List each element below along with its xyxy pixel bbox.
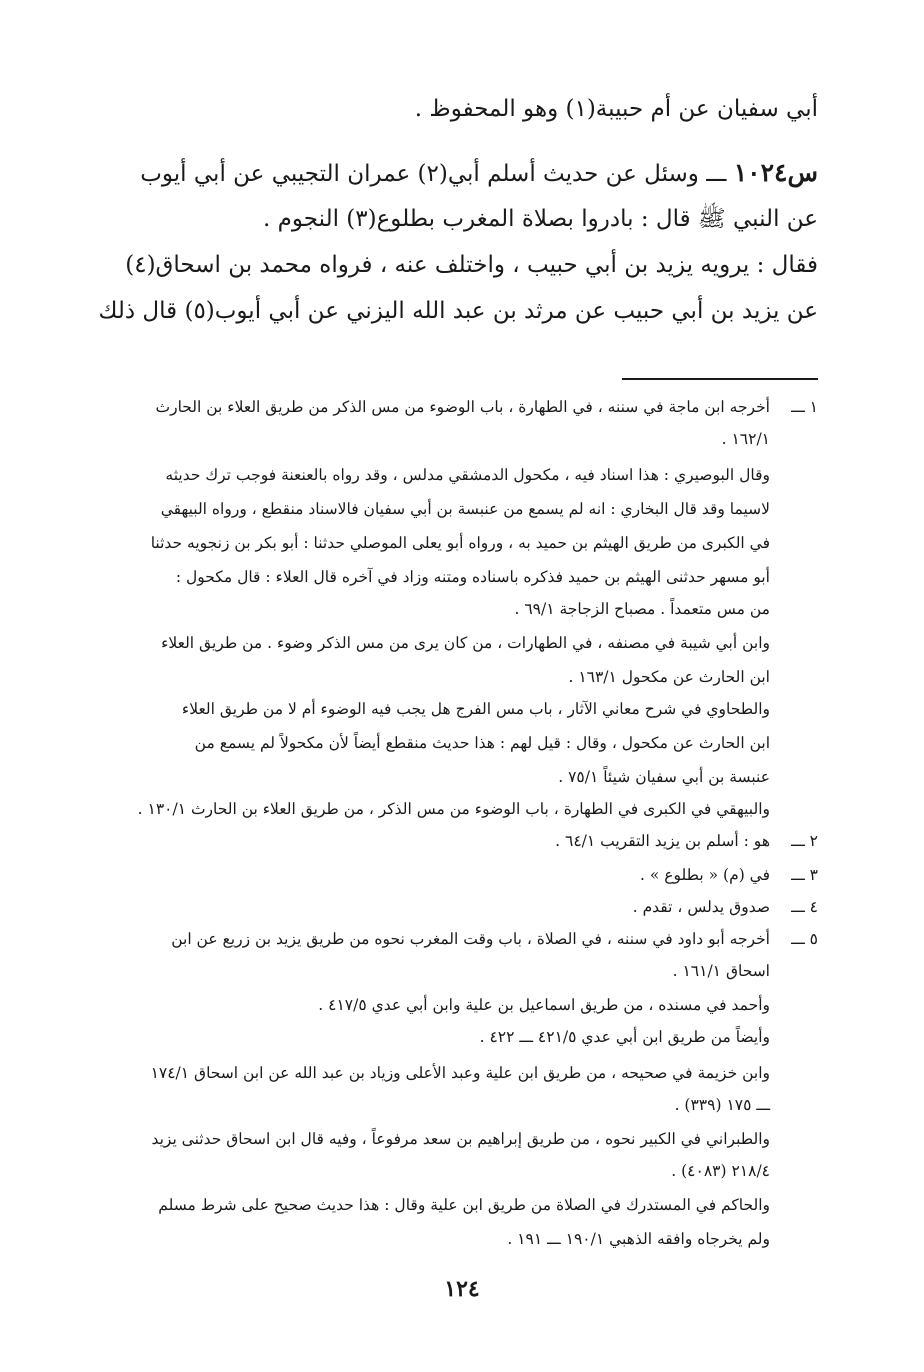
main-line-4: فقال : يرويه يزيد بن أبي حبيب ، واختلف عنه ، فرواه محمد بن اسحاق(٤) [125,252,818,278]
footnote-5-line-2: اسحاق ١٦١/١ . [672,962,770,980]
footnote-1-line-1: أخرجه ابن ماجة في سننه ، في الطهارة ، باب الوضوء من مس الذكر من طريق العلاء بن الحارث [155,398,770,416]
question-number: س١٠٢٤ [733,158,818,187]
footnote-1-line-8: وابن أبي شيبة في مصنفه ، في الطهارات ، من كان يرى من مس الذكر وضوء . من طريق العلاء [161,634,770,652]
footnote-5-line-4: وأيضاً من طريق ابن أبي عدي ٤٢١/٥ ـــ ٤٢٢ . [479,1028,770,1046]
main-line-5: عن يزيد بن أبي حبيب عن مرثد بن عبد الله اليزني عن أبي أيوب(٥) قال ذلك [98,298,818,324]
page-number: ١٢٤ [444,1276,480,1302]
footnote-5-line-3: وأحمد في مسنده ، من طريق اسماعيل بن علية وابن أبي عدي ٤١٧/٥ . [318,996,770,1014]
footnote-5-line-5: وابن خزيمة في صحيحه ، من طريق ابن علية وعبد الأعلى وزياد بن عبد الله عن ابن اسحاق ١٧٤/١ [150,1064,770,1082]
footnote-1-line-6: أبو مسهر حدثنى الهيثم بن حميد فذكره باسناده ومتنه وزاد في آخره قال العلاء : قال مكحول : [175,568,770,586]
footnote-1-line-4: لاسيما وقد قال البخاري : انه لم يسمع من عنبسة بن أبي سفيان فالاسناد منقطع ، ورواه البيهقي [160,500,770,518]
footnote-1-line-11: ابن الحارث عن مكحول ، وقال : قيل لهم : هذا حديث منقطع أيضاً لأن مكحولاً لم يسمع من [194,734,770,752]
footnote-5-line-8: ٢١٨/٤ (٤٠٨٣) . [671,1162,770,1180]
footnote-5-line-1: أخرجه أبو داود في سننه ، في الصلاة ، باب وقت المغرب نحوه من طريق يزيد بن زريع عن ابن [171,930,770,948]
footnote-5-line-9: والحاكم في المستدرك في الصلاة من طريق ابن علية وقال : هذا حديث صحيح على شرط مسلم [158,1196,770,1214]
footnote-1-line-7: من مس متعمداً . مصباح الزجاجة ٦٩/١ . [514,600,770,618]
main-line-3: عن النبي ﷺ قال : بادروا بصلاة المغرب بطلوع(٣) النجوم . [263,206,818,232]
footnote-1-line-2: ١٦٢/١ . [721,430,770,448]
footnote-4-line-1: صدوق يدلس ، تقدم . [632,898,770,916]
footnote-3-number: ٣ ـــ [791,866,818,884]
footnote-1-line-5: في الكبرى من طريق الهيثم بن حميد به ، ورواه أبو يعلى الموصلي حدثنا : أبو بكر بن زنجويه حدثنا [150,534,770,552]
footnote-5-line-6: ـــ ١٧٥ (٣٣٩) . [674,1096,770,1114]
footnote-1-line-10: والطحاوي في شرح معاني الآثار ، باب مس الفرج هل يجب فيه الوضوء أم لا من طريق العلاء [181,700,770,718]
footnote-5-line-7: والطبراني في الكبير نحوه ، من طريق إبراهيم بن سعد مرفوعاً ، وفيه قال ابن اسحاق حدثنى يزيد [151,1130,770,1148]
footnote-1-line-3: وقال البوصيري : هذا اسناد فيه ، مكحول الدمشقي مدلس ، وقد رواه بالعنعنة فوجب ترك حديثه [165,466,770,484]
footnote-1-number: ١ ـــ [791,398,818,416]
main-line-1: أبي سفيان عن أم حبيبة(١) وهو المحفوظ . [414,96,818,122]
footnote-2-line-1: هو : أسلم بن يزيد التقريب ٦٤/١ . [555,832,770,850]
footnote-4-number: ٤ ـــ [791,898,818,916]
footnotes [106,0,818,1260]
main-line-2-text: ـــ وسئل عن حديث أسلم أبي(٢) عمران التجيبي عن أبي أيوب [140,161,727,187]
footnote-3-line-1: في (م) « بطلوع » . [640,866,770,884]
footnote-1-line-13: والبيهقي في الكبرى في الطهارة ، باب الوضوء من مس الذكر ، من طريق العلاء بن الحارث ١٣٠/١ . [137,800,770,818]
footnote-5-line-10: ولم يخرجاه وافقه الذهبي ١٩٠/١ ـــ ١٩١ . [507,1230,770,1248]
footnote-1-line-9: ابن الحارث عن مكحول ١٦٣/١ . [568,668,770,686]
footnote-5-number: ٥ ـــ [791,930,818,948]
footnote-1-line-12: عنبسة بن أبي سفيان شيئاً ٧٥/١ . [558,768,770,786]
footnote-2-number: ٢ ـــ [791,832,818,850]
